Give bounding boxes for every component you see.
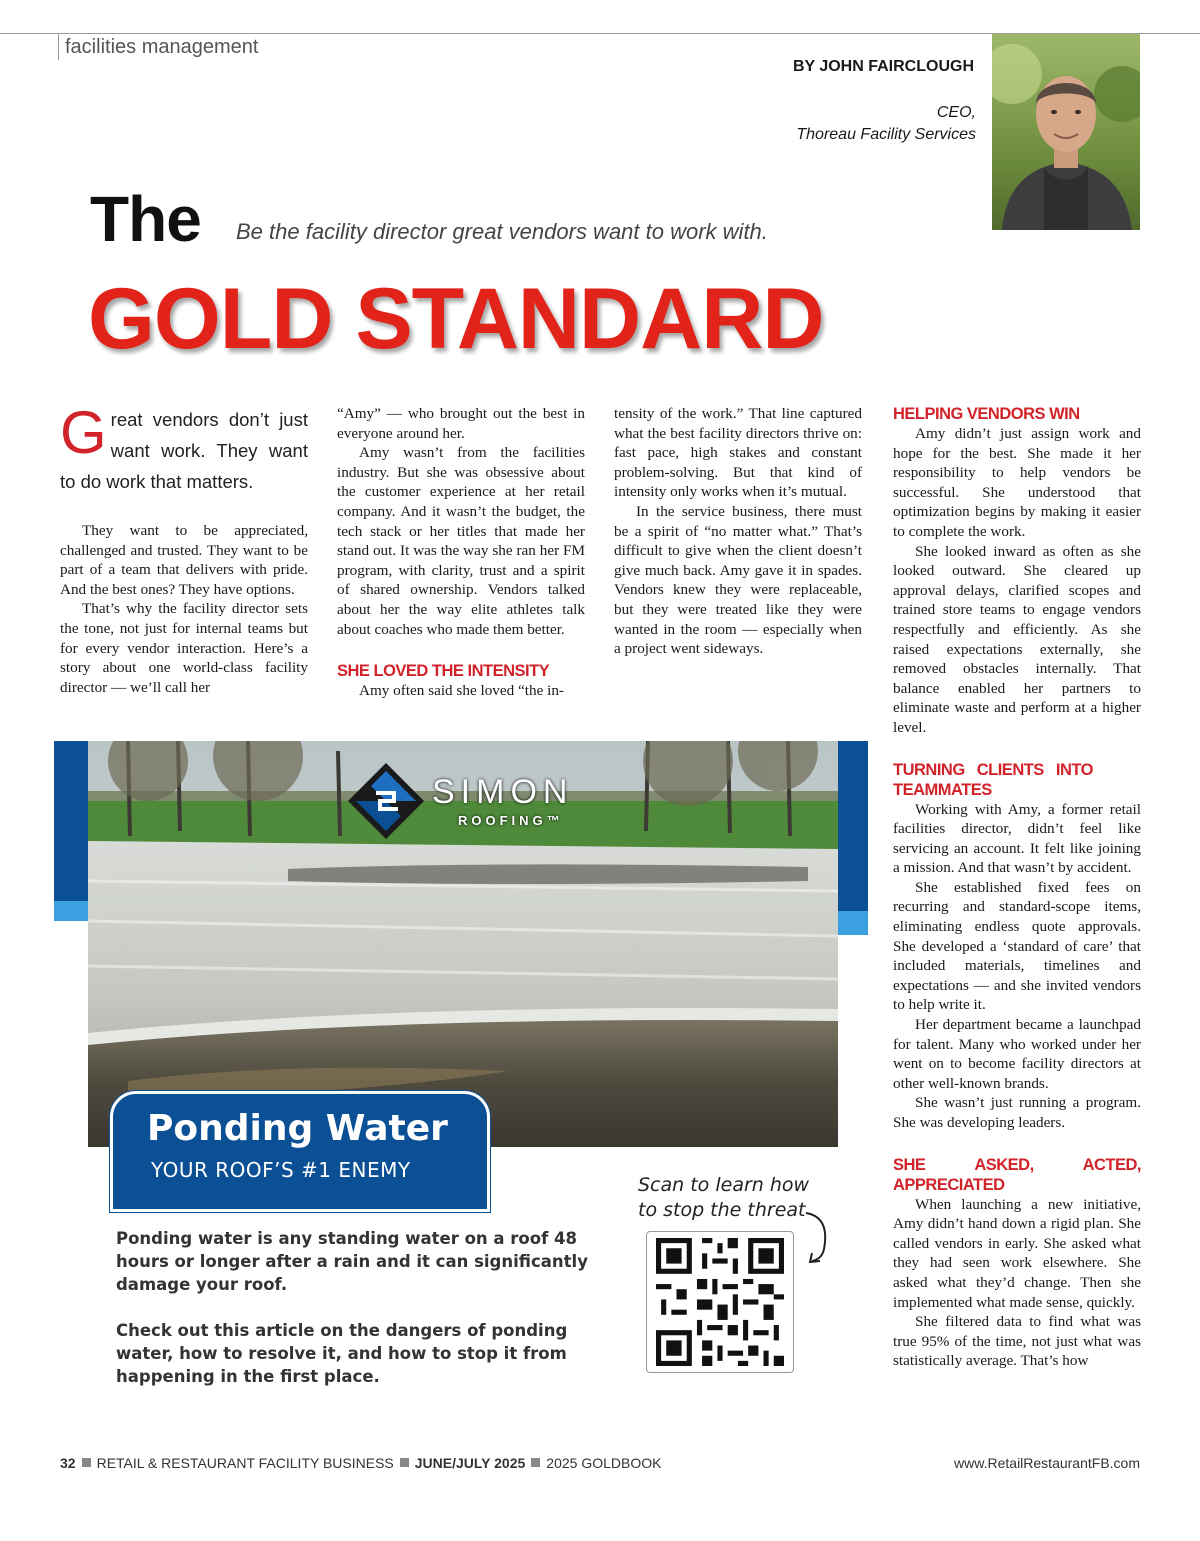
headline-deck: Be the facility director great vendors want to work with. [236, 219, 768, 244]
headline-main: GOLD STANDARD [88, 271, 824, 367]
body-paragraph: When launching a new initiative, Amy didn’t hand down a rigid plan. She called vendors in early. She asked what they had seen work elsewhere. She asked what they’d change. Then she implemented what made sense, quickly. [893, 1195, 1141, 1311]
ad-body-2: Check out this article on the dangers of ponding water, how to resolve it, and how to stop it from happening in the first place. [116, 1321, 568, 1386]
ad-blue-bar-left [54, 741, 88, 901]
body-paragraph: Amy often said she loved “the in- [359, 682, 564, 700]
article-column-4 [893, 404, 1141, 1371]
author-role [796, 102, 976, 146]
body-paragraph: Her department became a launchpad for talent. Many who worked under her went on to become facility directors at other well-known brands. [893, 1016, 1141, 1092]
ad-blue-bar-right [836, 741, 868, 911]
scan-note-line1: Scan to learn how [638, 1174, 810, 1196]
ad-light-bar-right [836, 911, 868, 935]
issue-date: JUNE/JULY 2025 [414, 1455, 526, 1471]
section-label: facilities management [58, 34, 258, 60]
article-column-1 [60, 399, 308, 697]
body-paragraph: She established fixed fees on recurring and standard-scope items, eliminating endless quote approvals. She developed a ‘standard of care’ that included materials, timelines and expectations — and she invited vendors to help write it. [893, 878, 1141, 1014]
scan-note [638, 1173, 809, 1223]
body-paragraph: tensity of the work.” That line captured what the best facility directors thrive on: fast pace, high stakes and constant problem-solving. But that kind of intensity only works when it’s mutual. [614, 405, 862, 501]
body-paragraph: Amy wasn’t from the facilities industry. But she was obsessive about the customer experience at her retail company. And it wasn’t the budget, the tech stack or her titles that made her stand out. It was the way she ran her FM program, with clarity, trust and a spirit of shared ownership. Vendors talked about her the way elite athletes talk about coaches who made them better. [337, 444, 585, 638]
edition-name: 2025 GOLDBOOK [546, 1455, 662, 1471]
author-company: Thoreau Facility Services [796, 126, 976, 143]
body-paragraph: Amy didn’t just assign work and hope for the best. She made it her responsibility to help vendors be successful. She understood that optimization begins by making it easier to complete the work. [893, 425, 1141, 540]
simon-roofing-ad [54, 741, 868, 1441]
subhead-teammates: TURNING CLIENTS INTO TEAMMATES [893, 760, 1093, 799]
subhead-asked-acted: SHE ASKED, ACTED, APPRECIATED [893, 1155, 1141, 1194]
ad-subtitle: YOUR ROOF’S #1 ENEMY [151, 1158, 411, 1182]
subhead-intensity: SHE LOVED THE INTENSITY [337, 662, 550, 681]
separator-square [400, 1458, 409, 1467]
body-paragraph: In the service business, there must be a spirit of “no matter what.” That’s difficult to give when the client doesn’t give much back. Amy gave it in spades. Vendors knew they were replaceable, but they were treated like they were wanted in the room — especially when a project went sideways. [614, 502, 862, 658]
article-column-2 [337, 404, 585, 701]
simon-roofing-logo [346, 761, 581, 841]
ad-light-bar-left [54, 901, 88, 921]
page-footer [60, 1455, 1140, 1471]
qr-code[interactable] [646, 1231, 794, 1373]
body-paragraph: She filtered data to find what was true 95% of the time, not just what was statistically average. That’s how [893, 1313, 1141, 1370]
lead-paragraph [60, 399, 308, 497]
separator-square [82, 1458, 91, 1467]
simon-diamond-icon [346, 761, 426, 841]
page-number: 32 [60, 1455, 76, 1471]
brand-sub: ROOFING™ [458, 813, 564, 828]
lead-text: reat vendors don’t just want work. They want to do work that matters. [60, 409, 308, 492]
body-paragraph: She wasn’t just running a program. She was developing leaders. [893, 1094, 1141, 1131]
scan-note-line2: to stop the threat [638, 1199, 806, 1221]
body-paragraph: That’s why the facility director sets the tone, not just for internal teams but for every vendor interaction. Here’s a story about one world-class facility director — we’ll call her [60, 600, 308, 696]
body-paragraph: She looked inward as often as she looked outward. She cleared up approval delays, clarified scopes and trained store teams to engage vendors respectfully and efficiently. As she raised expectations externally, she removed obstacles internally. That balance enabled her partners to eliminate waste and perform at a higher level. [893, 542, 1141, 736]
headline-the: The [90, 183, 201, 255]
ad-title-box [110, 1091, 490, 1212]
body-paragraph: They want to be appreciated, challenged and trusted. They want to be part of a team that delivers with pride. And the best ones? They have options. [60, 522, 308, 598]
byline: BY JOHN FAIRCLOUGH [792, 58, 974, 75]
ad-title: Ponding Water [147, 1108, 448, 1149]
ad-body [116, 1227, 592, 1388]
publication-name: RETAIL & RESTAURANT FACILITY BUSINESS [96, 1455, 394, 1471]
author-title: CEO, [936, 104, 976, 121]
subhead-helping-vendors: HELPING VENDORS WIN [893, 405, 1080, 423]
separator-square [531, 1458, 540, 1467]
author-photo [992, 34, 1140, 230]
arrow-down-icon [800, 1209, 840, 1269]
qr-code-icon [656, 1238, 784, 1366]
drop-cap: G [60, 399, 107, 466]
website-link[interactable]: www.RetailRestaurantFB.com [954, 1455, 1140, 1471]
body-paragraph: Working with Amy, a former retail facilities director, didn’t feel like servicing an account. It felt like joining a mission. And that wasn’t by accident. [893, 800, 1141, 877]
article-column-3 [614, 404, 862, 659]
body-paragraph: “Amy” — who brought out the best in everyone around her. [337, 405, 585, 442]
brand-name: SIMON [432, 773, 574, 811]
ad-body-1: Ponding water is any standing water on a roof 48 hours or longer after a rain and it can significantly damage your roof. [116, 1229, 588, 1294]
